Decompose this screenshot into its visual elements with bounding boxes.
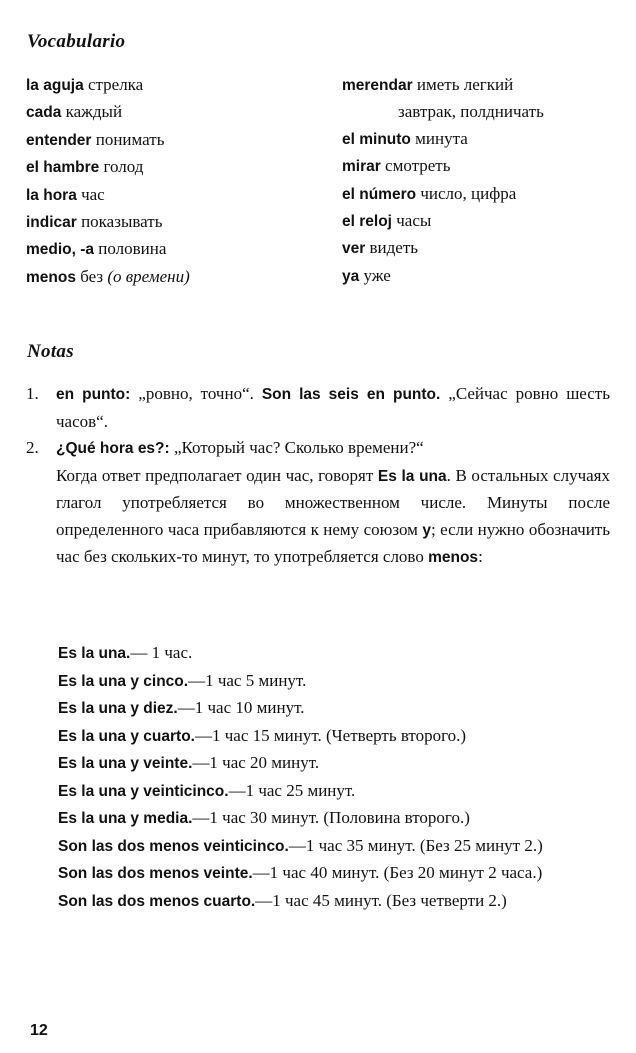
vocab-translation: час	[81, 184, 105, 204]
vocab-entry	[26, 182, 326, 209]
vocab-translation: голод	[103, 157, 144, 177]
vocab-entry	[342, 181, 632, 208]
vocab-spanish-word: cada	[26, 104, 62, 122]
note-text	[56, 381, 610, 435]
vocab-translation: половина	[98, 239, 167, 259]
note-explanation-text: ; если нужно обозначить час без скольких-то минут, то употребляется слово	[56, 519, 610, 566]
example-translation: —1 час 40 минут. (Без 20 минут 2 часа.)	[252, 863, 543, 882]
time-example	[58, 750, 610, 778]
note-translation: „Сейчас ровно шесть часов“.	[56, 384, 610, 431]
note-explanation	[56, 463, 610, 572]
note-translation: „ровно, точно“.	[130, 384, 262, 403]
vocab-translation: видеть	[369, 238, 419, 258]
vocab-usage-note: (о времени)	[107, 266, 190, 286]
vocab-spanish-word: indicar	[26, 214, 77, 232]
vocab-spanish-word: la hora	[26, 186, 77, 204]
vocab-spanish-word: el hambre	[26, 159, 100, 177]
vocab-spanish-word: medio, -a	[26, 241, 95, 259]
note-explanation-text: :	[478, 547, 483, 566]
note-number: 1.	[26, 384, 39, 403]
note-spanish-term: y	[422, 521, 431, 539]
vocab-entry	[342, 263, 632, 290]
example-translation: —1 час 45 минут. (Без четверти 2.)	[255, 890, 507, 910]
note-item	[26, 435, 610, 572]
vocab-entry	[342, 208, 632, 235]
time-example	[58, 640, 610, 668]
example-translation: —1 час 10 минут.	[177, 698, 305, 717]
vocab-entry	[26, 154, 326, 181]
vocab-entry	[342, 153, 632, 180]
example-spanish: Son las dos menos veinte.	[58, 865, 253, 882]
vocab-spanish-word: ver	[342, 240, 366, 258]
vocab-spanish-word: el número	[342, 185, 417, 203]
vocab-entry	[342, 99, 632, 125]
vocab-entry	[26, 236, 326, 263]
vocab-entry	[26, 264, 326, 291]
example-spanish: Es la una y veinticinco.	[58, 782, 229, 800]
vocab-entry	[26, 72, 326, 99]
note-spanish-term: Es la una	[377, 467, 447, 485]
vocab-spanish-word: la aguja	[26, 77, 84, 94]
vocab-spanish-word: el minuto	[342, 130, 411, 148]
example-spanish: Es la una.	[58, 645, 131, 662]
example-translation: —1 час 5 минут.	[188, 670, 307, 690]
example-spanish: Son las dos menos veinticinco.	[58, 837, 289, 855]
vocab-translation: без	[80, 266, 104, 286]
example-translation: —1 час 25 минут.	[228, 780, 356, 800]
time-example	[58, 723, 610, 751]
notes-heading: Notas	[27, 341, 74, 362]
vocab-entry	[342, 235, 632, 262]
example-spanish: Es la una y cinco.	[58, 672, 189, 690]
example-spanish: Es la una y cuarto.	[58, 727, 195, 745]
example-spanish: Es la una y media.	[58, 810, 193, 827]
vocab-spanish-word: menos	[26, 268, 76, 286]
vocab-entry	[26, 209, 326, 236]
page-number: 12	[30, 1022, 48, 1039]
time-example	[58, 888, 610, 916]
time-example	[58, 778, 610, 806]
note-item	[26, 381, 610, 435]
vocab-translation: каждый	[65, 102, 123, 122]
vocab-entry	[342, 126, 632, 153]
note-spanish-term: menos	[428, 549, 479, 566]
vocab-translation: минута	[415, 128, 468, 148]
vocab-translation: показывать	[81, 212, 163, 232]
vocab-translation: завтрак, полдничать	[398, 102, 544, 122]
note-spanish-phrase: Son las seis en punto.	[261, 386, 441, 403]
example-spanish: Son las dos menos cuarto.	[58, 892, 256, 910]
note-text	[56, 435, 610, 463]
note-explanation-text: . В остальных случаях глагол употребляется во множественном числе. Минуты после определенного часа прибавляются к нему союзом	[56, 465, 611, 539]
time-example	[58, 695, 610, 723]
vocab-spanish-word: ya	[342, 267, 360, 285]
example-translation: — 1 час.	[130, 643, 193, 662]
vocabulary-left-column	[26, 72, 326, 291]
example-translation: —1 час 15 минут. (Четверть второго.)	[194, 725, 467, 745]
vocab-translation: иметь легкий	[416, 75, 514, 94]
note-explanation-text: Когда ответ предполагает один час, говорят	[56, 465, 378, 485]
vocab-spanish-word: entender	[26, 131, 92, 149]
vocab-spanish-word: el reloj	[342, 213, 392, 231]
note-spanish-phrase: en punto:	[56, 386, 131, 403]
time-example	[58, 860, 610, 888]
note-spanish-phrase: ¿Qué hora es?:	[56, 440, 170, 457]
vocab-translation: стрелка	[87, 75, 144, 94]
note-number: 2.	[26, 438, 39, 457]
time-example	[58, 668, 610, 696]
vocab-translation: понимать	[95, 129, 165, 149]
vocab-translation: часы	[396, 211, 432, 231]
time-example	[58, 805, 610, 833]
notes-list	[26, 381, 610, 572]
vocab-translation: уже	[363, 265, 391, 285]
vocab-entry	[26, 99, 326, 126]
vocab-translation: число, цифра	[420, 183, 517, 203]
example-spanish: Es la una y diez.	[58, 700, 178, 717]
vocab-entry	[26, 127, 326, 154]
vocab-spanish-word: mirar	[342, 158, 381, 176]
vocabulary-right-column	[342, 72, 632, 290]
time-example	[58, 833, 610, 861]
vocab-translation: смотреть	[385, 156, 451, 176]
example-translation: —1 час 30 минут. (Половина второго.)	[192, 808, 470, 827]
time-examples	[58, 640, 610, 915]
example-translation: —1 час 35 минут. (Без 25 минут 2.)	[288, 835, 543, 855]
vocabulary-heading: Vocabulario	[27, 31, 126, 52]
vocab-spanish-word: merendar	[342, 77, 413, 94]
example-translation: —1 час 20 минут.	[192, 753, 320, 772]
example-spanish: Es la una y veinte.	[58, 755, 193, 772]
note-translation: „Который час? Сколько времени?“	[169, 438, 424, 457]
vocab-entry	[342, 72, 632, 99]
